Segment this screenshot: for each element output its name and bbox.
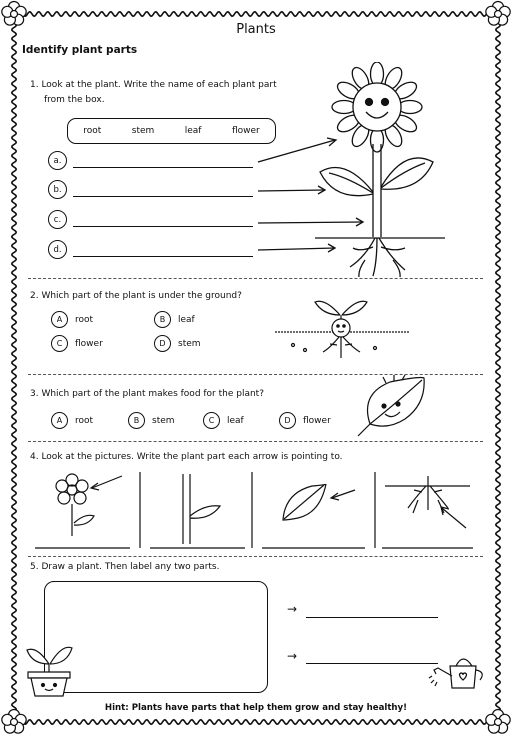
label-c: c. bbox=[48, 210, 67, 229]
q4-pictures-panel bbox=[30, 468, 480, 553]
question-2-text: 2. Which part of the plant is under the ground? bbox=[30, 291, 242, 301]
potted-plant-illustration bbox=[22, 636, 77, 698]
q3-option-d[interactable] bbox=[279, 412, 331, 429]
option-text: leaf bbox=[227, 415, 244, 426]
watering-can-illustration bbox=[428, 646, 488, 694]
q3-option-c[interactable] bbox=[203, 412, 244, 429]
q2-option-d[interactable] bbox=[154, 335, 201, 352]
q3-option-b[interactable] bbox=[128, 412, 175, 429]
question-1-line1: 1. Look at the plant. Write the name of each plant part bbox=[30, 80, 277, 90]
q2-option-b[interactable] bbox=[154, 311, 195, 328]
section-divider bbox=[28, 441, 483, 442]
label-line-2[interactable] bbox=[306, 663, 438, 664]
option-text: stem bbox=[152, 415, 175, 426]
q2-option-a[interactable] bbox=[51, 311, 93, 328]
word-box bbox=[67, 118, 276, 144]
corner-flower-icon bbox=[2, 710, 26, 734]
option-letter: A bbox=[51, 311, 68, 328]
label-arrow-1: → bbox=[287, 602, 298, 616]
label-a: a. bbox=[48, 151, 67, 170]
option-text: flower bbox=[303, 415, 331, 426]
question-1-line2: from the box. bbox=[44, 95, 105, 105]
label-arrow-2: → bbox=[287, 649, 298, 663]
q2-option-c[interactable] bbox=[51, 335, 103, 352]
answer-line-a[interactable] bbox=[73, 167, 253, 168]
label-d: d. bbox=[48, 240, 67, 259]
answer-line-b[interactable] bbox=[73, 196, 253, 197]
option-letter: B bbox=[154, 311, 171, 328]
option-letter: C bbox=[203, 412, 220, 429]
word-leaf: leaf bbox=[184, 126, 202, 136]
word-root: root bbox=[83, 126, 102, 136]
q3-option-a[interactable] bbox=[51, 412, 93, 429]
seedling-illustration bbox=[275, 290, 415, 365]
option-letter: D bbox=[279, 412, 296, 429]
option-letter: A bbox=[51, 412, 68, 429]
option-text: stem bbox=[178, 338, 201, 349]
drawing-box[interactable] bbox=[44, 581, 268, 693]
sunflower-plant-illustration bbox=[255, 62, 455, 282]
section-subtitle: Identify plant parts bbox=[22, 44, 138, 56]
label-line-1[interactable] bbox=[306, 617, 438, 618]
answer-line-c[interactable] bbox=[73, 226, 253, 227]
answer-line-d[interactable] bbox=[73, 256, 253, 257]
option-letter: B bbox=[128, 412, 145, 429]
option-letter: C bbox=[51, 335, 68, 352]
question-4-text: 4. Look at the pictures. Write the plant part each arrow is pointing to. bbox=[30, 452, 343, 462]
question-3-text: 3. Which part of the plant makes food for the plant? bbox=[30, 389, 264, 399]
label-b: b. bbox=[48, 180, 67, 199]
page-title: Plants bbox=[236, 22, 276, 37]
option-letter: D bbox=[154, 335, 171, 352]
section-divider bbox=[28, 556, 483, 557]
smiling-leaf-illustration bbox=[350, 374, 432, 438]
option-text: leaf bbox=[178, 314, 195, 325]
option-text: root bbox=[75, 314, 94, 325]
section-divider bbox=[28, 278, 483, 279]
word-flower: flower bbox=[231, 126, 260, 136]
hint-text: Hint: Plants have parts that help them grow and stay healthy! bbox=[104, 703, 408, 713]
option-text: flower bbox=[75, 338, 103, 349]
word-stem: stem bbox=[131, 126, 155, 136]
option-text: root bbox=[75, 415, 94, 426]
question-5-text: 5. Draw a plant. Then label any two parts. bbox=[30, 562, 220, 572]
corner-flower-icon bbox=[486, 710, 510, 734]
